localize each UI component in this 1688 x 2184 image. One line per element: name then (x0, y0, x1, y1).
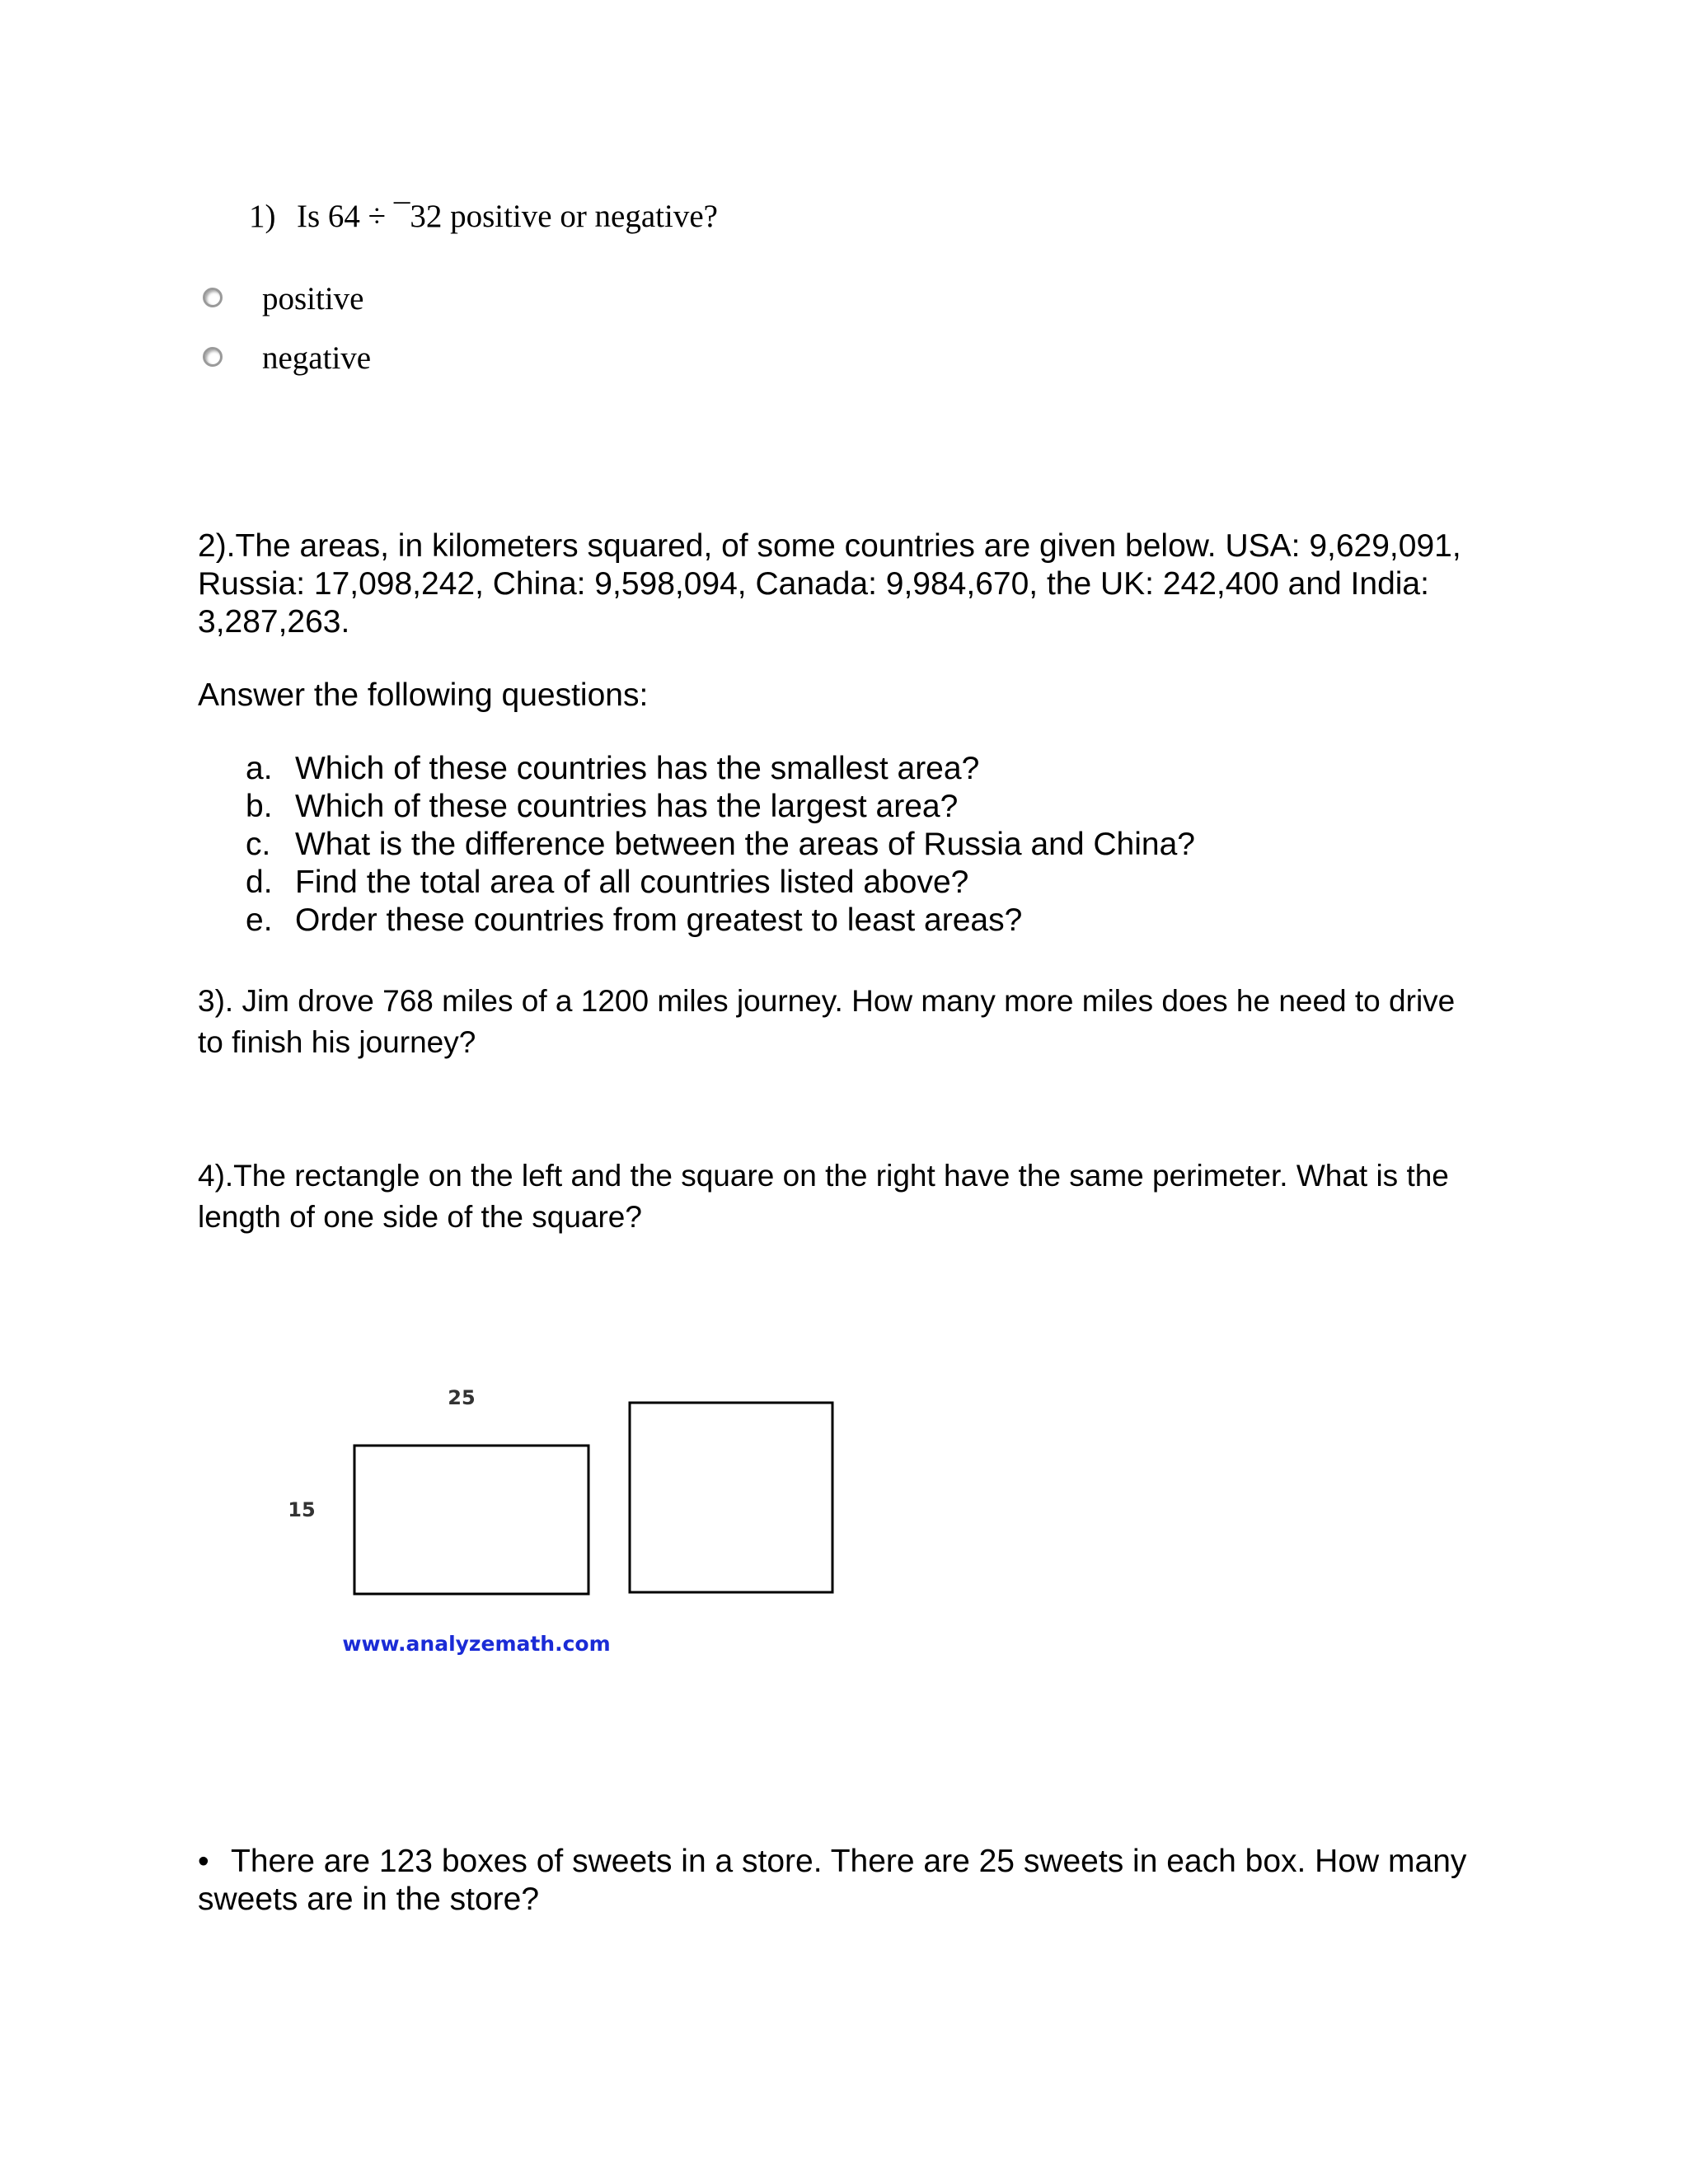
question-1-number: 1) (249, 199, 276, 234)
rectangle-height-label: 15 (288, 1498, 316, 1521)
item-text: Which of these countries has the largest area? (295, 789, 959, 824)
item-text: Which of these countries has the smallest area? (295, 751, 980, 786)
watermark-text: www.analyzemath.com (342, 1632, 611, 1656)
option-negative-label: negative (262, 340, 372, 376)
radio-negative[interactable] (203, 347, 223, 367)
question-1-text: Is 64 ÷ ¯32 positive or negative? (297, 199, 718, 234)
item-text: Find the total area of all countries listed above? (295, 865, 969, 900)
radio-positive[interactable] (203, 288, 223, 307)
question-5 (198, 1843, 1484, 1919)
item-text: What is the difference between the areas of Russia and China? (295, 827, 1195, 862)
square-shape (630, 1403, 832, 1592)
item-text: Order these countries from greatest to least areas? (295, 902, 1023, 938)
question-5-text: There are 123 boxes of sweets in a store. There are 25 sweets in each box. How many sweets are in the store? (198, 1844, 1467, 1917)
item-letter: d. (246, 865, 273, 900)
rectangle-width-label: 25 (448, 1386, 476, 1409)
item-letter: a. (246, 751, 273, 786)
item-letter: b. (246, 789, 273, 824)
rectangle-square-figure (272, 1376, 865, 1681)
item-letter: c. (246, 827, 271, 862)
item-letter: e. (246, 902, 273, 938)
question-4-text: 4).The rectangle on the left and the square on the right have the same perimeter. What is the length of one side of the square? (198, 1159, 1449, 1234)
option-positive-label: positive (262, 281, 364, 316)
bullet-icon: • (198, 1844, 209, 1879)
rectangle-shape (354, 1446, 588, 1594)
question-3-text: 3). Jim drove 768 miles of a 1200 miles journey. How many more miles does he need to drive to finish his journey? (198, 984, 1456, 1059)
question-2-intro: 2).The areas, in kilometers squared, of some countries are given below. USA: 9,629,091, Russia: 17,098,242, China: 9,598,094, Canada: 9,984,670, the UK: 242,400 and India: 3,287,263. (198, 528, 1461, 640)
question-2-answer-prompt: Answer the following questions: (198, 677, 649, 713)
